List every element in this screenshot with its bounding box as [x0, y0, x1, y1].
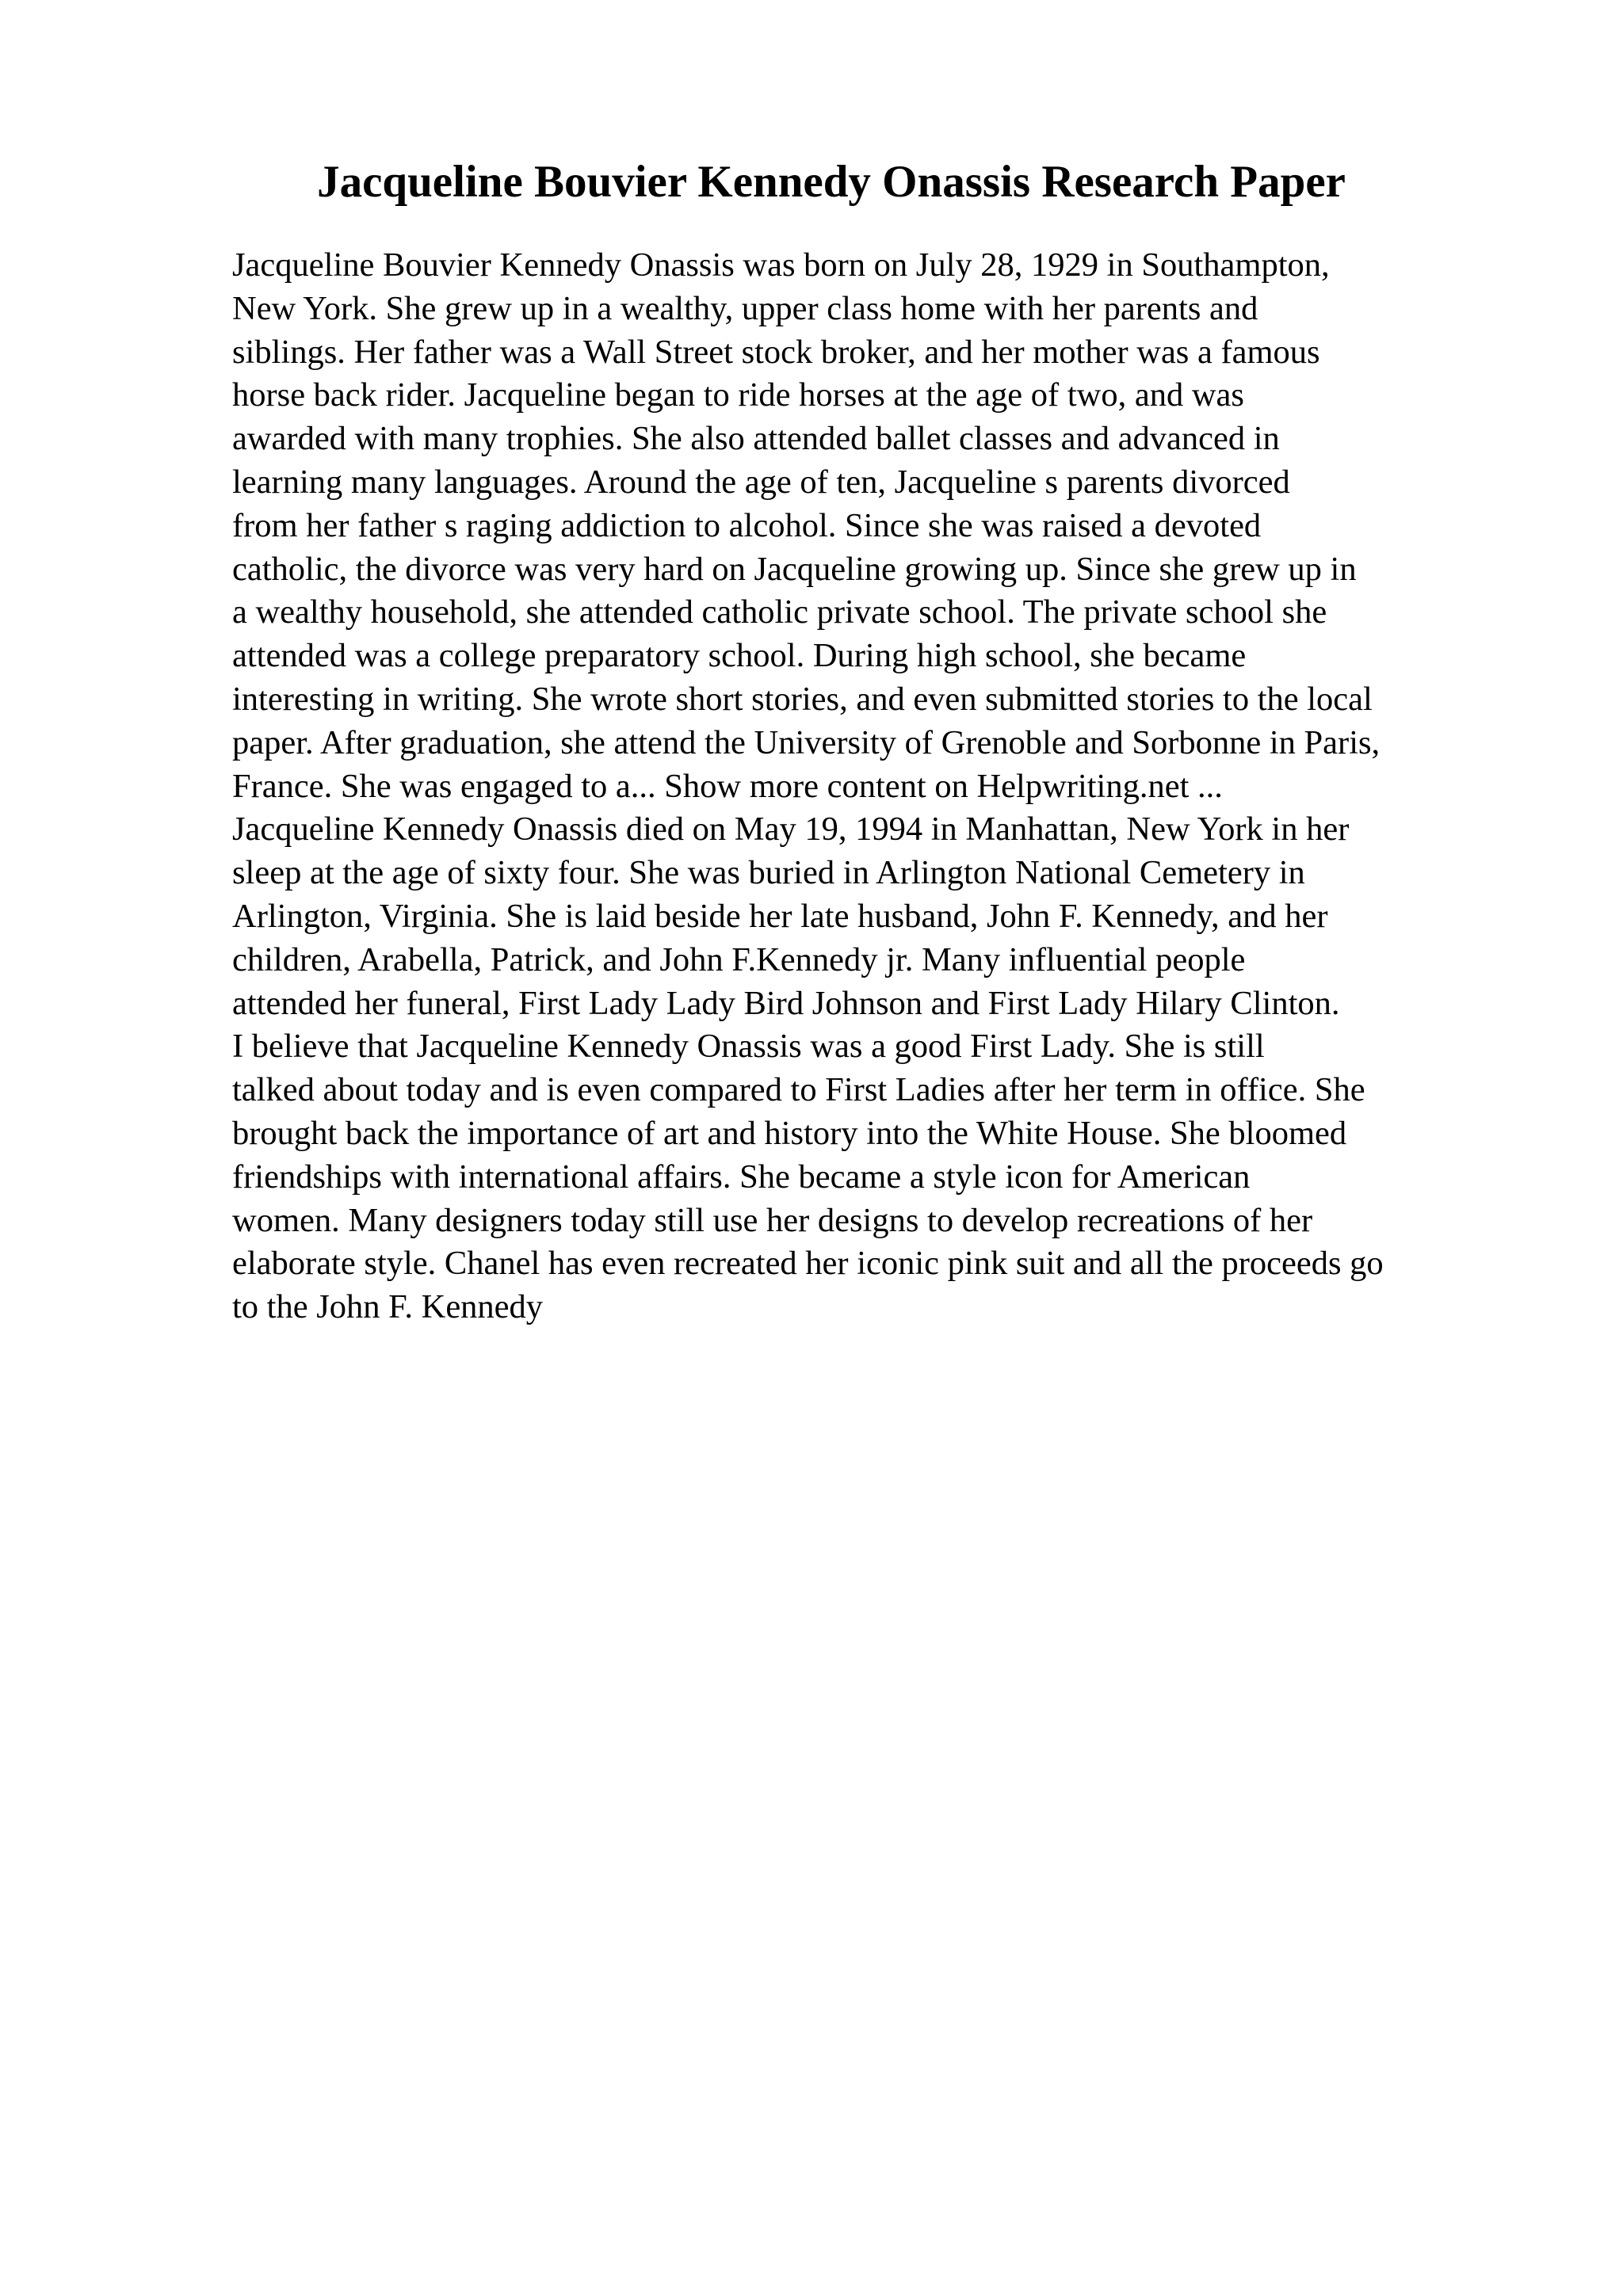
body-line: awarded with many trophies. She also attended ballet classes and advanced in: [232, 420, 1280, 458]
body-line: brought back the importance of art and history into the White House. She bloomed: [232, 1114, 1347, 1152]
body-line: catholic, the divorce was very hard on Jacqueline growing up. Since she grew up in: [232, 550, 1357, 588]
body-line: women. Many designers today still use her designs to develop recreations of her: [232, 1201, 1313, 1239]
body-line: sleep at the age of sixty four. She was buried in Arlington National Cemetery in: [232, 854, 1305, 892]
body-line: I believe that Jacqueline Kennedy Onassis was a good First Lady. She is still: [232, 1028, 1265, 1066]
body-line: Jacqueline Kennedy Onassis died on May 19, 1994 in Manhattan, New York in her: [232, 810, 1350, 849]
body-line: to the John F. Kennedy: [232, 1288, 544, 1326]
body-line: New York. She grew up in a wealthy, upper class home with her parents and: [232, 289, 1258, 327]
body-line: learning many languages. Around the age of ten, Jacqueline s parents divorced: [232, 463, 1290, 501]
body-line: from her father s raging addiction to alcohol. Since she was raised a devoted: [232, 506, 1262, 544]
document-title: Jacqueline Bouvier Kennedy Onassis Research Paper: [317, 157, 1346, 207]
body-line: children, Arabella, Patrick, and John F.Kennedy jr. Many influential people: [232, 940, 1246, 978]
body-line: elaborate style. Chanel has even recreated her iconic pink suit and all the proceeds go: [232, 1245, 1384, 1283]
body-line: Jacqueline Bouvier Kennedy Onassis was born on July 28, 1929 in Southampton,: [232, 246, 1330, 284]
body-line: Arlington, Virginia. She is laid beside her late husband, John F. Kennedy, and her: [232, 897, 1328, 935]
body-line: attended was a college preparatory school. During high school, she became: [232, 637, 1247, 675]
body-line: horse back rider. Jacqueline began to ride horses at the age of two, and was: [232, 376, 1244, 414]
body-line: siblings. Her father was a Wall Street stock broker, and her mother was a famous: [232, 333, 1320, 371]
body-line: attended her funeral, First Lady Lady Bird Johnson and First Lady Hilary Clinton.: [232, 984, 1340, 1022]
body-line: France. She was engaged to a... Show more content on Helpwriting.net ...: [232, 767, 1223, 805]
body-line: talked about today and is even compared to First Ladies after her term in office. She: [232, 1071, 1365, 1109]
document-body: [232, 244, 1516, 1329]
body-line: friendships with international affairs. She became a style icon for American: [232, 1158, 1251, 1196]
body-line: interesting in writing. She wrote short stories, and even submitted stories to the local: [232, 680, 1373, 718]
body-line: a wealthy household, she attended catholic private school. The private school she: [232, 593, 1327, 631]
body-line: paper. After graduation, she attend the University of Grenoble and Sorbonne in Paris,: [232, 723, 1381, 761]
